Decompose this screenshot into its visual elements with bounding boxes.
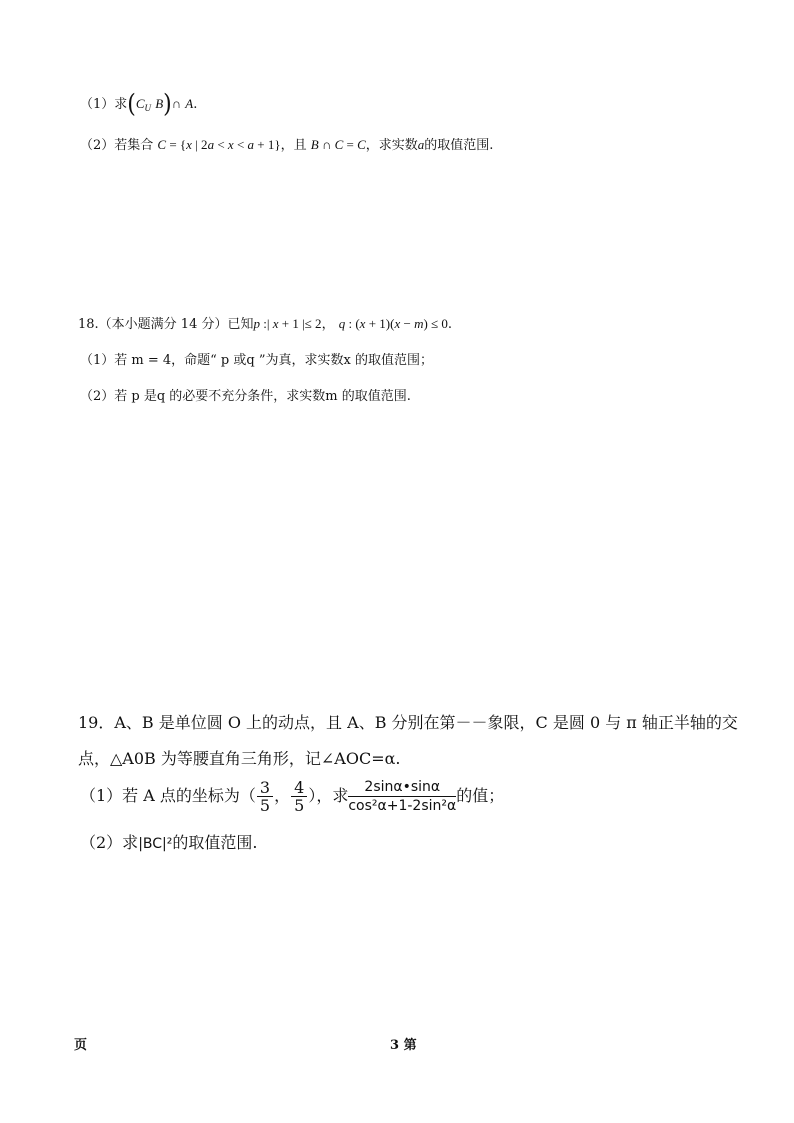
q17-part1: （1）求($C_U$ B)∩ A. xyxy=(80,90,198,119)
coord-y-fraction: $\frac{4}{5}$ xyxy=(291,779,307,814)
coord-x-fraction: $\frac{3}{5}$ xyxy=(257,779,273,814)
footer-left: 页 xyxy=(74,1038,88,1053)
q19-line2: 点，△A0B 为等腰直角三角形，记∠AOC=α. xyxy=(78,749,401,768)
q19-part2: （2）求|BC|²的取值范围. xyxy=(80,833,258,852)
page-number: 3 第 xyxy=(390,1038,417,1053)
expression-fraction: $\frac{2\sin\alpha•\sin\alpha}{\text{cos²α+1-2sin²α}}$ xyxy=(348,779,457,814)
q19-part1: （1）若 A 点的坐标为（ $\frac{3}{5}$ ， $\frac{4}{5}$ ），求 $\frac{2\sin\alpha•\sin\alpha}{\text{cos²α+1-2sin²α}}$ 的值； xyxy=(80,778,505,815)
q18-part2: （2）若 p 是q 的必要不充分条件，求实数m 的取值范围. xyxy=(80,389,411,404)
q17-part2: （2）若集合 C = {x | 2a < x < a + 1}，且 B ∩ C = C，求实数a的取值范围. xyxy=(80,137,494,153)
q18-part1: （1）若 m = 4，命题“ p 或q ”为真，求实数x 的取值范围； xyxy=(80,353,433,368)
q18-header: 18.（本小题满分 14 分）已知p :| x + 1 |≤ 2， q : (x + 1)(x − m) ≤ 0. xyxy=(78,316,453,332)
q19-line1: 19．A、B 是单位圆 O 上的动点，且 A、B 分别在第－－象限，C 是圆 0 与 π 轴正半轴的交 xyxy=(78,713,738,732)
